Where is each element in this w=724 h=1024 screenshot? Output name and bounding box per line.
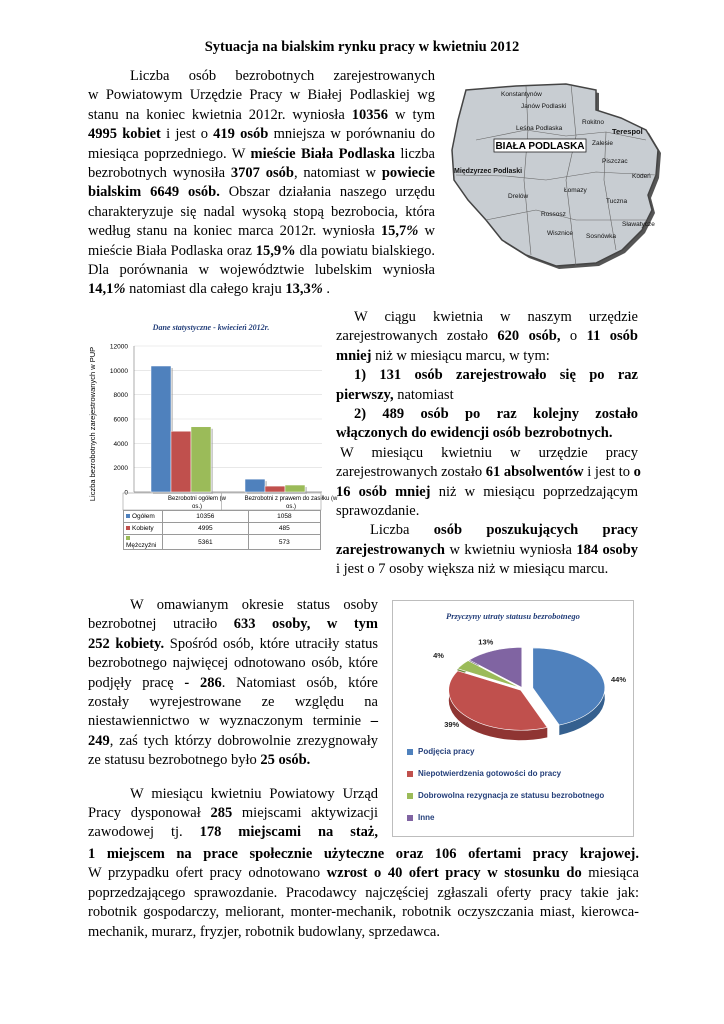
bar-chart-title: Dane statystyczne - kwiecień 2012r. <box>152 323 270 332</box>
text-line: poprzedzającego sprawozdanie. Pracodawcy najczęściej zgłaszali oferty pracy takie jak: <box>88 884 639 901</box>
legend-item <box>407 747 604 769</box>
category-label: Bezrobotni z prawem do zasiłku (w <box>244 496 338 502</box>
legend-swatch <box>407 815 413 821</box>
text-line: mieście Biała Podlaska oraz 15,9% dla powiatu bialskiego. <box>88 242 435 259</box>
text-line: Dla porównania w województwie lubelskim wyniosła <box>88 262 435 279</box>
text-line: mechanik, murarz, fryzjer, robotnik budowlany, sprzedawca. <box>88 923 440 940</box>
text-line: zarejestrowanych zostało 620 osób, o 11 osób <box>336 328 638 345</box>
legend-item <box>407 769 604 791</box>
text-line: niestawiennictwo w wyznaczonym terminie – <box>88 713 378 730</box>
text-line: Liczba osób poszukujących pracy <box>370 522 638 539</box>
text-line: stanu na koniec kwietnia 2012r. wyniosła 10356 w tym <box>88 106 436 123</box>
table-cell: 1058 <box>248 511 320 523</box>
bar <box>191 427 211 492</box>
map-town: Rokitno <box>582 119 605 126</box>
text-line: W przypadku ofert pracy odnotowano wzrost o 40 ofert pracy w stosunku do miesiąca <box>88 865 639 882</box>
legend-label: Dobrowolna rezygnacja ze statusu bezrobotnego <box>418 791 605 800</box>
text-line: według stanu na koniec marca 2012r. wyniosła 15,7% w <box>88 223 435 240</box>
y-tick-label: 4000 <box>113 440 128 448</box>
map-town: Janów Podlaski <box>521 103 567 110</box>
legend-swatch <box>407 793 413 799</box>
text-line: 252 kobiety. Spośród osób, które utraciły status <box>88 635 378 652</box>
text-line: i jest o 7 osoby większa niż w miesiącu marcu. <box>336 561 609 578</box>
county-map <box>446 80 666 268</box>
map-town: Leśna Podlaska <box>516 125 563 132</box>
series-name: Kobiety <box>132 525 154 532</box>
y-axis-label: Liczba bezrobotnych zarejestrowanych w PUP <box>88 346 97 502</box>
map-town: Sosnówka <box>586 233 616 240</box>
page-title: Sytuacja na bialskim rynku pracy w kwietniu 2012 <box>204 39 520 55</box>
map-town: Międzyrzec Podlaski <box>454 168 523 175</box>
pie-chart <box>392 600 634 837</box>
map-town: Kodeń <box>632 173 651 180</box>
map-town: Sławatycze <box>622 221 655 228</box>
text-line: zostały wyrejestrowane ze względu na <box>88 694 378 711</box>
text-line: bezrobotnego najwięcej odnotowano osób, które <box>88 655 378 672</box>
text-line: 1) 131 osób zarejestrowało się po raz <box>354 367 638 384</box>
category-label-cont: os.) <box>285 504 297 510</box>
category-label-cont: os.) <box>191 504 203 510</box>
category-label: Bezrobotni ogółem (w <box>167 496 227 502</box>
legend-label: Podjęcia pracy <box>418 747 475 756</box>
left-paragraph-2 <box>88 596 378 843</box>
right-paragraph-1 <box>336 308 641 580</box>
y-tick-label: 10000 <box>109 367 128 375</box>
table-cell: 4995 <box>163 523 249 535</box>
map-city-label: BIAŁA PODLASKA <box>495 141 585 152</box>
pie-chart-title: Przyczyny utraty statusu bezrobotnego <box>446 611 580 621</box>
text-line: 1 miejscem na prace społecznie użyteczne oraz 106 ofertami pracy krajowej. <box>88 846 639 862</box>
map-town: Tuczna <box>606 198 628 205</box>
text-line: bezrobotnych wynosiła 3707 osób, natomiast w powiecie <box>88 165 435 182</box>
map-town: Terespol <box>612 127 643 136</box>
table-row <box>124 535 321 550</box>
map-town: Zalesie <box>592 140 613 147</box>
text-line: podjęły pracę - 286. Natomiast osób, które <box>88 674 378 691</box>
text-line: włączonych do ewidencji osób bezrobotnych. <box>336 425 613 442</box>
series-name: Mężczyźni <box>126 542 157 549</box>
text-line: robotnik gospodarczy, meliorant, monter-mechanik, robotnik oczyszczania miast, kierowca- <box>88 904 639 921</box>
bar <box>265 486 285 492</box>
pie-value-label: 39% <box>444 719 460 729</box>
pie-value-label: 44% <box>610 674 627 684</box>
text-line: 14,1% natomiast dla całego kraju 13,3% . <box>88 281 331 298</box>
y-tick-label: 6000 <box>113 416 128 424</box>
text-line: W ciągu kwietnia w naszym urzędzie <box>354 309 638 325</box>
bar-chart-table <box>123 510 321 550</box>
text-line: Liczba osób bezrobotnych zarejestrowanych <box>130 68 435 84</box>
map-town: Wisznice <box>547 230 574 237</box>
text-line: 4995 kobiet i jest o 419 osób mniejsza w porównaniu do <box>88 126 435 143</box>
map-town: Konstantynów <box>501 91 542 98</box>
map-town: Rossosz <box>541 211 566 218</box>
table-row <box>124 511 321 523</box>
y-tick-label: 2000 <box>113 465 128 473</box>
text-line: 2) 489 osób po raz kolejny zostało <box>354 406 638 423</box>
y-tick-label: 12000 <box>109 343 128 351</box>
text-line: zarejestrowanych w kwietniu wyniosła 184 osoby <box>336 541 638 558</box>
pie-value-label: 13% <box>478 637 494 647</box>
text-line: zarejestrowanych zostało 61 absolwentów i jest to o <box>336 464 641 481</box>
text-line: w Powiatowym Urzędzie Pracy w Białej Podlaskiej wg <box>88 87 435 104</box>
map-town: Piszczac <box>602 158 628 165</box>
table-row <box>124 523 321 535</box>
legend-swatch <box>407 749 413 755</box>
text-line: sprawozdanie. <box>336 503 420 520</box>
legend-swatch <box>407 771 413 777</box>
legend-label: Inne <box>418 813 435 822</box>
text-line: charakteryzuje się nadal wysoką stopą bezrobocia, która <box>88 203 435 220</box>
pie-value-label: 4% <box>433 650 444 660</box>
y-tick-label: 0 <box>124 489 128 497</box>
intro-paragraph <box>88 67 435 300</box>
legend-item <box>407 791 604 813</box>
bar <box>285 485 305 492</box>
map-town: Łomazy <box>564 187 587 194</box>
series-name: Ogółem <box>132 513 155 520</box>
text-line: 16 osób mniej niż w miesiącu poprzedzającym <box>336 483 638 500</box>
legend-item <box>407 813 604 835</box>
pie-chart-plot <box>393 601 633 741</box>
table-cell: 5361 <box>163 535 249 550</box>
text-line: bialskim 6649 osób. Obszar działania naszego urzędu <box>88 184 435 201</box>
text-line: Pracy dysponował 285 miejscami aktywizacji <box>88 805 379 822</box>
bar <box>151 366 171 492</box>
text-line: miesiąca poprzedniego. W mieście Biała Podlaska liczba <box>88 145 435 162</box>
text-line: W omawianym okresie status osoby <box>130 597 378 613</box>
map-town: Drelów <box>508 193 529 200</box>
bar <box>171 431 191 492</box>
bar-chart <box>86 318 338 549</box>
table-cell: 573 <box>248 535 320 550</box>
bottom-paragraph <box>88 845 639 942</box>
table-cell: 485 <box>248 523 320 535</box>
y-tick-label: 8000 <box>113 392 128 400</box>
text-line: zawodowej tj. 178 miejscami na staż, <box>88 824 378 841</box>
text-line: bezrobotnej utraciło 633 osoby, w tym <box>88 616 378 633</box>
text-line: ze statusu bezrobotnego było 25 osób. <box>88 752 311 769</box>
text-line: 249, zaś tych którzy dobrowolnie zrezygnowały <box>88 732 378 749</box>
bar <box>245 479 265 492</box>
text-line: W miesiącu kwietniu Powiatowy Urząd <box>130 785 378 802</box>
text-line: pierwszy, natomiast <box>336 386 454 403</box>
pie-legend <box>407 747 604 835</box>
text-line: W miesiącu kwietniu w urzędzie pracy <box>340 444 638 461</box>
table-cell: 10356 <box>163 511 249 523</box>
text-line: mniej niż w miesiącu marcu, w tym: <box>336 347 550 364</box>
legend-label: Niepotwierdzenia gotowości do pracy <box>418 769 562 778</box>
